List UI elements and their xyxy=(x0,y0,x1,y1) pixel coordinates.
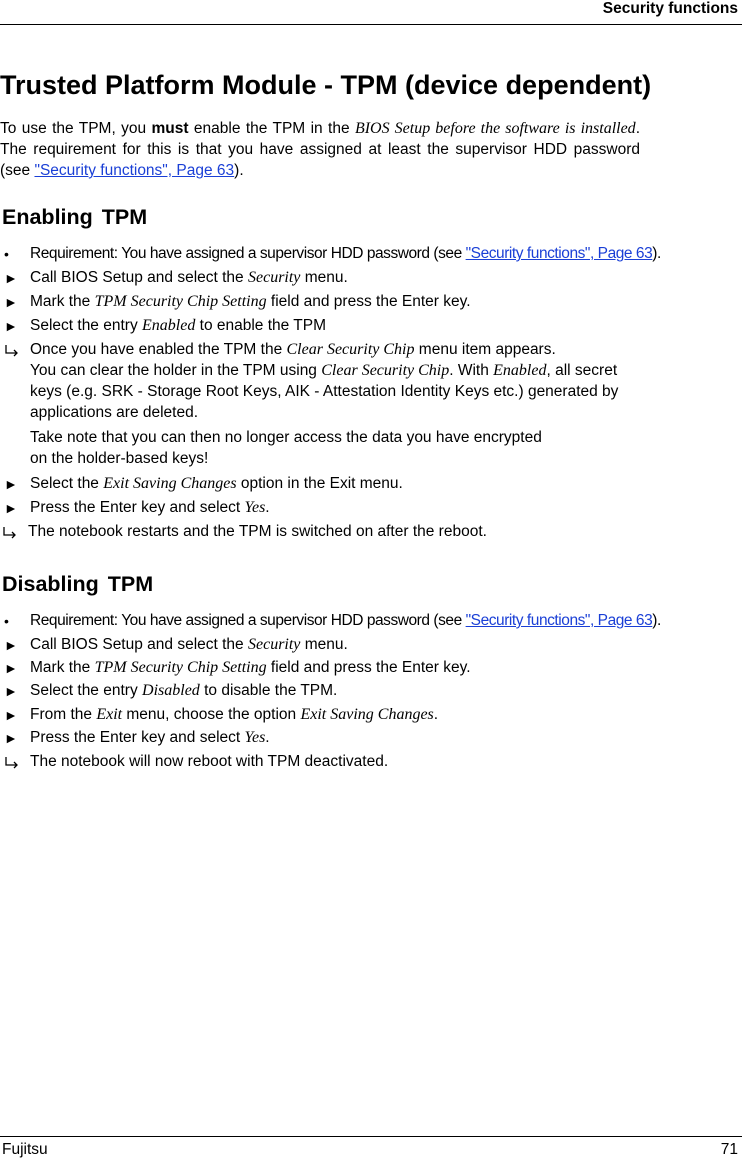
bullet-icon: • xyxy=(4,613,9,629)
result-arrow-icon xyxy=(4,340,24,360)
enabling-heading: Enabling TPM xyxy=(2,205,148,229)
header-divider xyxy=(0,24,742,25)
intro-security-link[interactable]: "Security functions", Page 63 xyxy=(34,162,235,179)
page-title: Trusted Platform Module - TPM (device dependent) xyxy=(0,70,652,100)
enabling-security-link[interactable]: "Security functions", Page 63 xyxy=(465,245,653,262)
disabling-security-link[interactable]: "Security functions", Page 63 xyxy=(465,612,653,629)
step-arrow-icon: ► xyxy=(4,637,18,653)
result-arrow-icon xyxy=(2,522,22,542)
emphasis-must: must xyxy=(151,120,189,137)
footer-brand: Fujitsu xyxy=(2,1141,48,1158)
footer-divider xyxy=(0,1136,742,1137)
bullet-icon: • xyxy=(4,246,9,262)
disabling-heading: Disabling TPM xyxy=(2,572,154,596)
step-arrow-icon: ► xyxy=(4,660,18,676)
step-arrow-icon: ► xyxy=(4,500,18,516)
step-arrow-icon: ► xyxy=(4,318,18,334)
step-arrow-icon: ► xyxy=(4,294,18,310)
step-arrow-icon: ► xyxy=(4,707,18,723)
step-arrow-icon: ► xyxy=(4,476,18,492)
result-arrow-icon xyxy=(4,752,24,772)
header-section-title: Security functions xyxy=(602,0,738,17)
step-arrow-icon: ► xyxy=(4,730,18,746)
step-arrow-icon: ► xyxy=(4,683,18,699)
enabling-warning: Take note that you can then no longer access the data you have encrypted on the holder-based keys! xyxy=(30,429,542,467)
enabling-note: You can clear the holder in the TPM using Clear Security Chip. With Enabled, all secret keys (e.g. SRK - Storage Root Keys, AIK - Attestation Identity Keys etc.) generated by applications are deleted. xyxy=(30,362,619,421)
intro-paragraph: To use the TPM, you must enable the TPM in the BIOS Setup before the software is installed. The requirement for this is that you have assigned at least the supervisor HDD password (see "Security functions", Page 63). xyxy=(0,120,640,179)
page-number: 71 xyxy=(720,1141,738,1158)
step-arrow-icon: ► xyxy=(4,270,18,286)
